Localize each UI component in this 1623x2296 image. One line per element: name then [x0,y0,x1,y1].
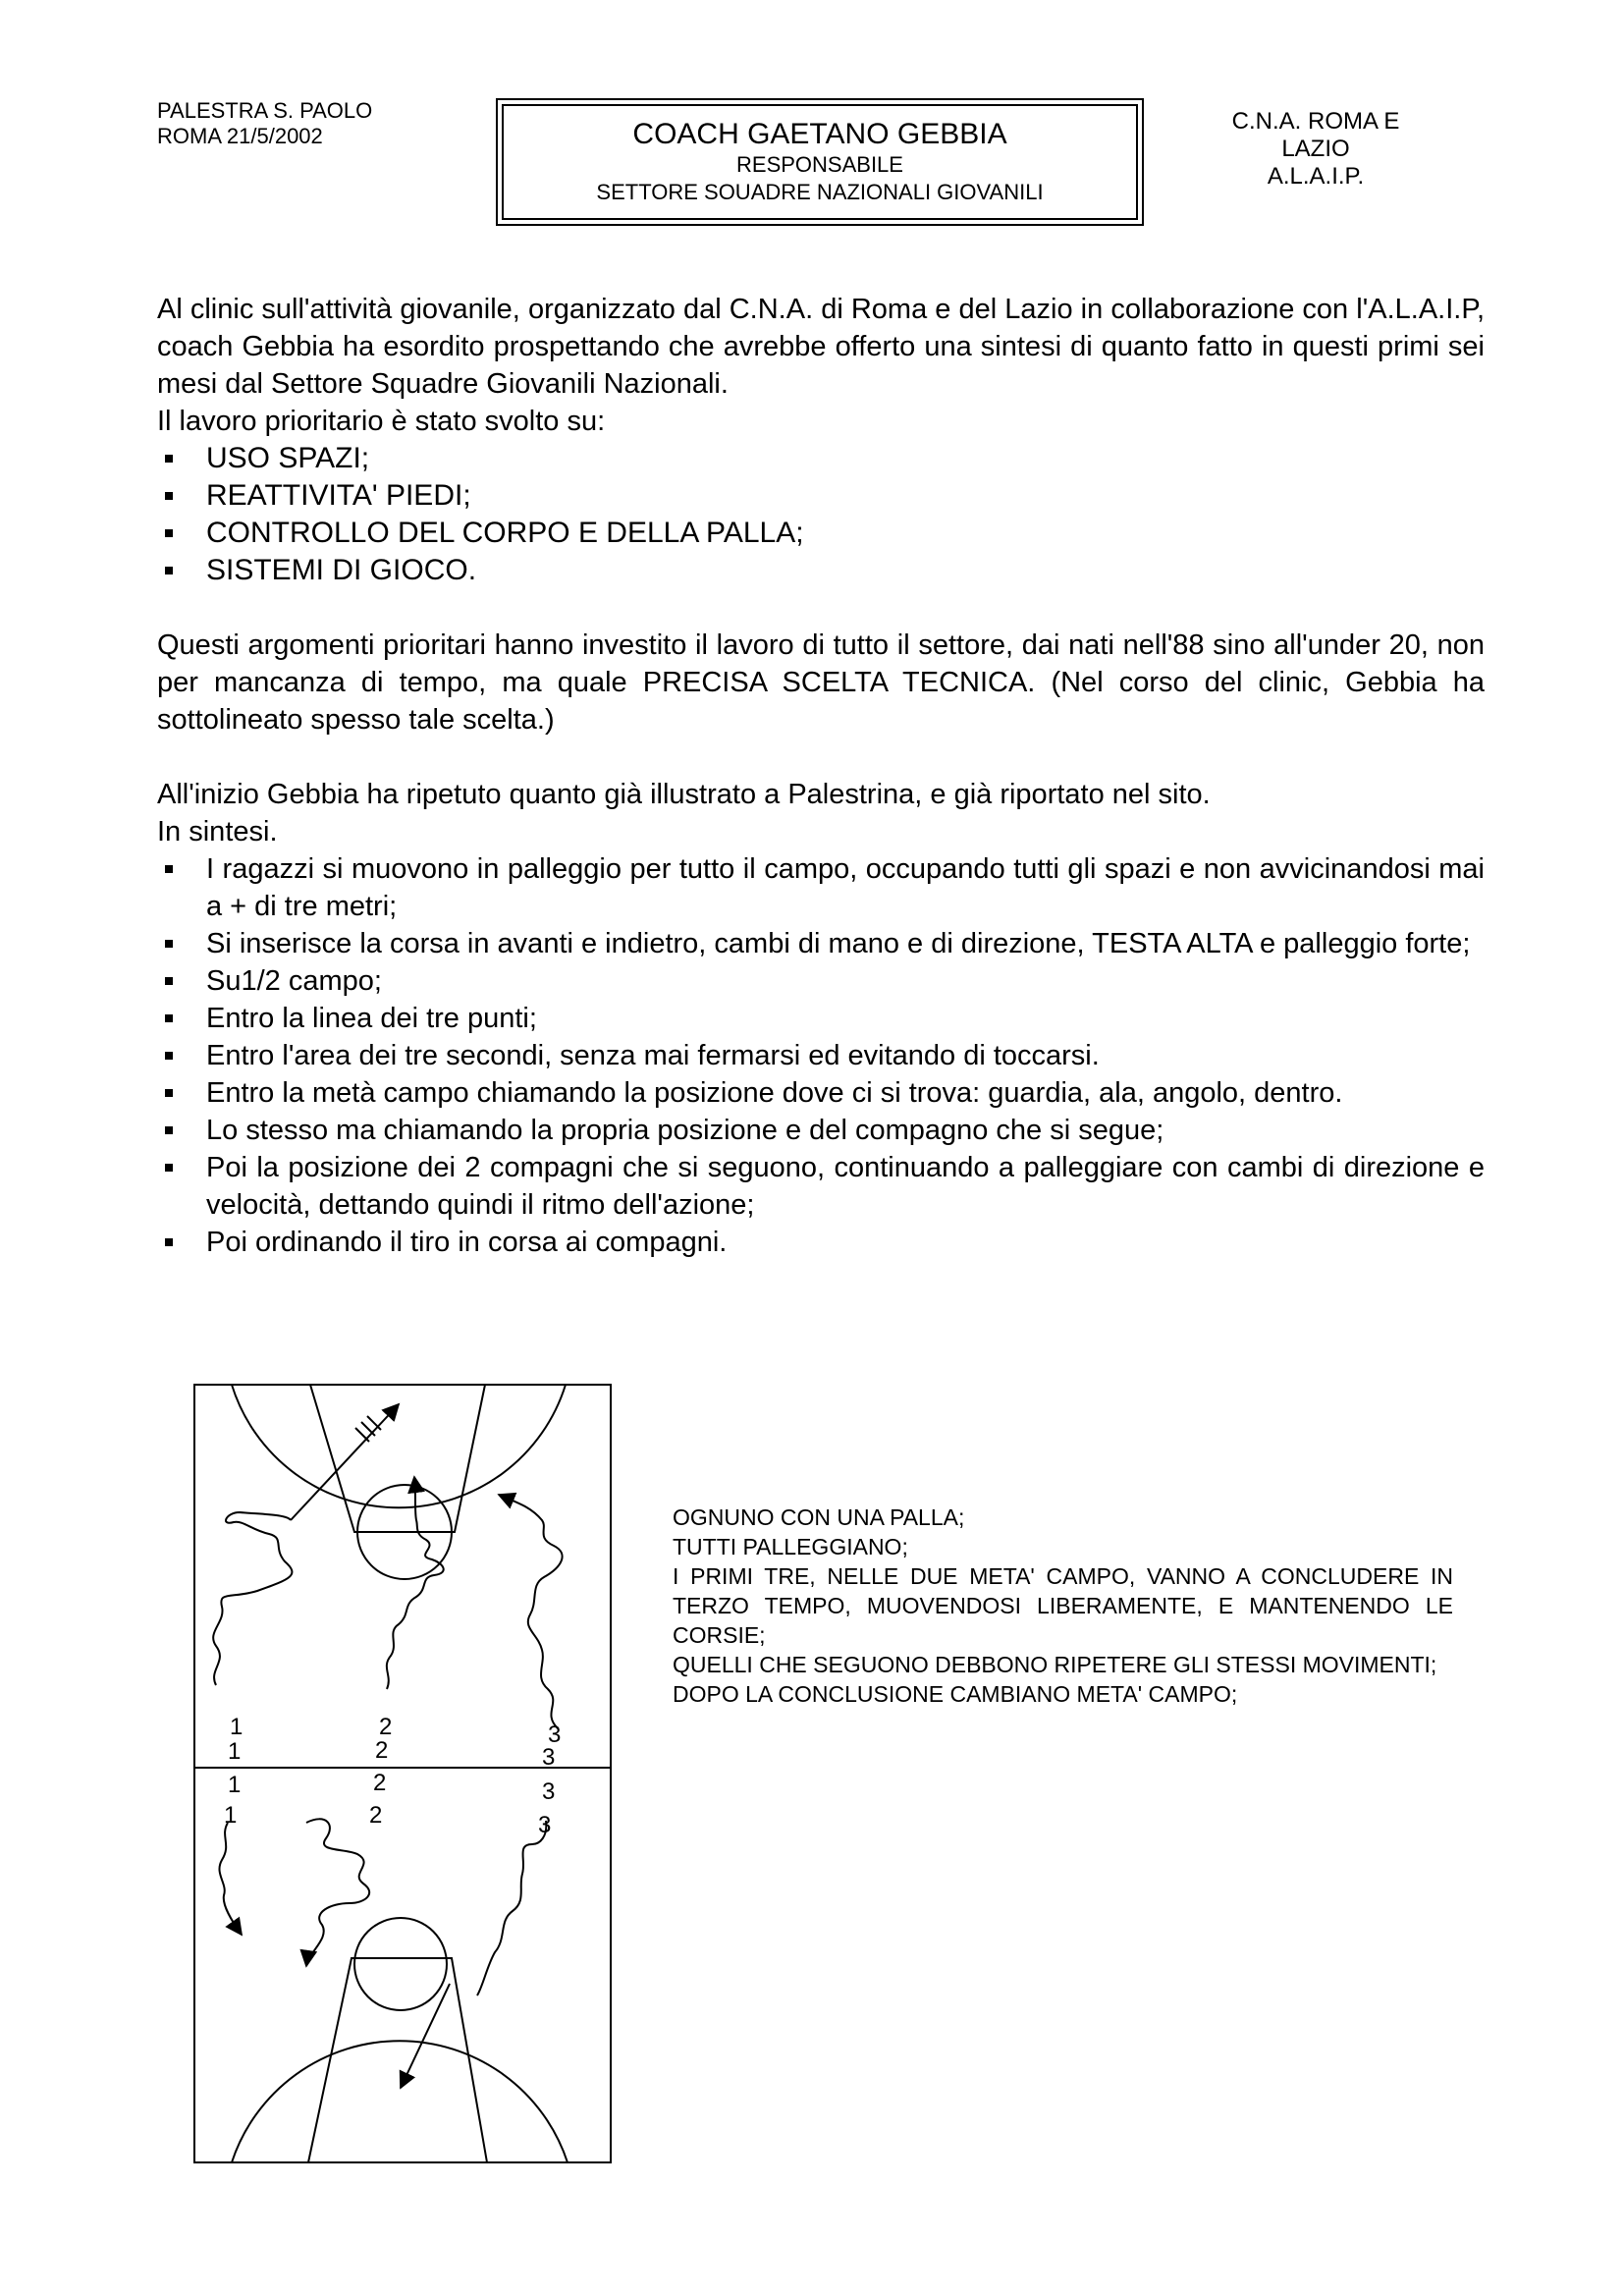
player-label-1: 1 [230,1714,243,1740]
priority-item: USO SPAZI; [157,440,1485,477]
drill-item: Su1/2 campo; [157,962,1485,1000]
caption-line: I PRIMI TRE, NELLE DUE META' CAMPO, VANNO A CONCLUDERE IN TERZO TEMPO, MUOVENDOSI LIBERAMENTE, E MANTENENDO LE CORSIE; [673,1563,1453,1648]
coach-sector: SETTORE SOUADRE NAZIONALI GIOVANILI [596,180,1044,204]
header-venue: PALESTRA S. PAOLO [157,98,373,123]
shot-arrow-bottom [401,1984,450,2088]
summary-label: In sintesi. [157,816,278,847]
drill-item: Entro la metà campo chiamando la posizione dove ci si trova: guardia, ala, angolo, dentro. [157,1074,1485,1112]
player-label-2: 2 [369,1802,383,1829]
intro-paragraph: Al clinic sull'attività giovanile, organizzato dal C.N.A. di Roma e del Lazio in collaborazione con l'A.L.A.I.P, coach Gebbia ha esordito prospettando che avrebbe offerto una sintesi di quanto fatto in questi primi sei mesi dal Settore Squadre Giovanili Nazionali. [157,294,1485,400]
caption-line: DOPO LA CONCLUSIONE CAMBIANO META' CAMPO; [673,1681,1238,1707]
drill-item: Poi la posizione dei 2 compagni che si seguono, continuando a palleggiare con cambi di direzione e velocità, dettando quindi il ritmo dell'azione; [157,1149,1485,1224]
priority-item: SISTEMI DI GIOCO. [157,552,1485,589]
drill-item: Si inserisce la corsa in avanti e indietro, cambi di mano e di direzione, TESTA ALTA e palleggio forte; [157,925,1485,962]
priority-intro: Il lavoro prioritario è stato svolto su: [157,406,606,437]
player-label-1: 1 [224,1802,238,1829]
player-label-2: 2 [373,1770,387,1796]
drill-item: I ragazzi si muovono in palleggio per tutto il campo, occupando tutti gli spazi e non avvicinandosi mai a + di tre metri; [157,850,1485,925]
dribble-path-3-top [499,1495,563,1728]
header-date: ROMA 21/5/2002 [157,124,323,148]
three-point-arc-bottom [232,2041,568,2162]
header-title-box [496,98,1144,226]
organizer-line-2: LAZIO [1281,136,1350,162]
caption-line: QUELLI CHE SEGUONO DEBBONO RIPETERE GLI STESSI MOVIMENTI; [673,1652,1437,1677]
coach-role: RESPONSABILE [736,152,903,177]
dribble-path-3-bottom [477,1821,546,1995]
drill-list [157,850,1485,1261]
drill-item: Entro la linea dei tre punti; [157,1000,1485,1037]
key-bottom [308,1958,487,2162]
organizer-line-1: C.N.A. ROMA E [1231,108,1400,135]
priority-list [157,440,1485,589]
shot-mark [367,1416,381,1430]
priority-item: CONTROLLO DEL CORPO E DELLA PALLA; [157,515,1485,552]
header-venue-block [157,98,372,149]
dribble-path-2-top [387,1477,444,1689]
organizer-line-3: A.L.A.I.P. [1267,163,1365,190]
player-label-2: 2 [379,1714,393,1740]
summary-intro: All'inizio Gebbia ha ripetuto quanto già illustrato a Palestrina, e già riportato nel sito. [157,779,1211,810]
drill-item: Entro l'area dei tre secondi, senza mai fermarsi ed evitando di toccarsi. [157,1037,1485,1074]
dribble-path-1-top [213,1512,292,1685]
article-body [157,291,1485,1261]
player-label-3: 3 [548,1722,562,1748]
court-boundary [194,1385,611,2162]
player-label-1: 1 [228,1772,242,1798]
player-label-3: 3 [542,1778,556,1805]
shot-arrow-top [291,1404,399,1520]
player-label-3: 3 [542,1744,556,1771]
header-organizers [1168,108,1463,191]
free-throw-circle-bottom [354,1918,447,2010]
diagram-caption [673,1503,1453,1709]
three-point-arc-top [232,1385,566,1507]
coach-name: COACH GAETANO GEBBIA [632,118,1007,150]
court-diagram [192,1383,615,2166]
choice-paragraph: Questi argomenti prioritari hanno investito il lavoro di tutto il settore, dai nati nell'88 sino all'under 20, non per mancanza di tempo, ma quale PRECISA SCELTA TECNICA. (Nel corso del clinic, Gebbia ha sottolineato spesso tale scelta.) [157,629,1485,736]
priority-item: REATTIVITA' PIEDI; [157,477,1485,515]
player-label-2: 2 [375,1737,389,1764]
player-label-1: 1 [228,1738,242,1765]
shot-mark [361,1422,375,1436]
caption-line: OGNUNO CON UNA PALLA; [673,1504,965,1530]
caption-line: TUTTI PALLEGGIANO; [673,1534,908,1559]
drill-item: Lo stesso ma chiamando la propria posizione e del compagno che si segue; [157,1112,1485,1149]
player-label-3: 3 [538,1812,552,1838]
shot-mark [355,1428,369,1442]
drill-item: Poi ordinando il tiro in corsa ai compagni. [157,1224,1485,1261]
dribble-path-1-bottom [219,1823,242,1935]
